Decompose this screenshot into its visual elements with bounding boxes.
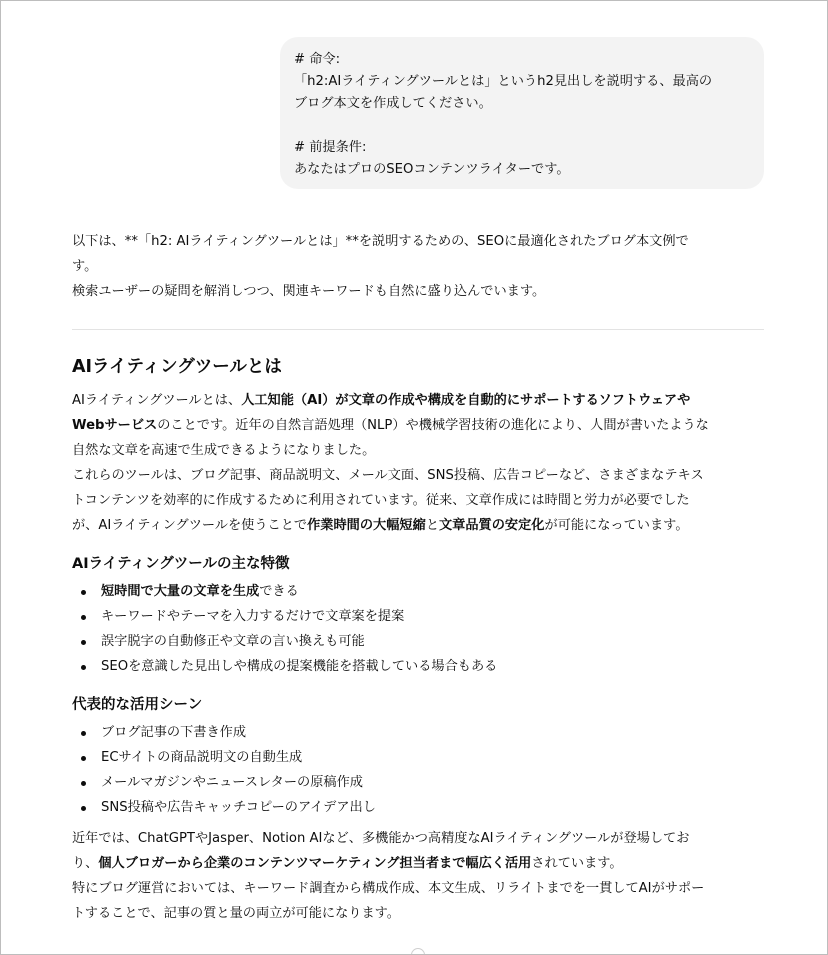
intro-text: 以下は、**「h2: AIライティングツールとは」**を説明するための、SEOに最適化されたブログ本文例で — [72, 234, 689, 249]
text: AIライティングツールとは、 — [72, 393, 242, 408]
bold-text: 短時間で大量の文章を生成 — [101, 584, 260, 599]
user-message-line: 「h2:AIライティングツールとは」というh2見出しを説明する、最高の — [294, 74, 713, 89]
text: が、AIライティングツールを使うことで — [72, 518, 308, 533]
text: トコンテンツを効率的に作成するために利用されています。従来、文章作成には時間と労力が必要でした — [72, 493, 690, 508]
list-item — [72, 579, 764, 604]
text: これらのツールは、ブログ記事、商品説明文、メール文面、SNS投稿、広告コピーなど、さまざまなテキス — [72, 468, 704, 483]
paragraph-tools — [72, 826, 764, 876]
list-item: 誤字脱字の自動修正や文章の言い換えも可能 — [72, 629, 764, 654]
text: トすることで、記事の質と量の両立が可能になります。 — [72, 906, 400, 921]
list-item: SEOを意識した見出しや構成の提案機能を搭載している場合もある — [72, 654, 764, 679]
bold-text: 個人ブロガーから企業のコンテンツマーケティング担当者まで幅広く活用 — [98, 856, 532, 871]
paragraph-definition — [72, 388, 764, 463]
user-message-line: # 命令: — [294, 52, 341, 67]
usecases-list — [72, 720, 764, 820]
bold-text: 文章品質の安定化 — [439, 518, 545, 533]
list-item: ブログ記事の下書き作成 — [72, 720, 764, 745]
user-message-line: あなたはプロのSEOコンテンツライターです。 — [294, 162, 570, 177]
usecases-heading: 代表的な活用シーン — [72, 697, 203, 713]
text: り、 — [72, 856, 99, 871]
list-item: SNS投稿や広告キャッチコピーのアイデア出し — [72, 795, 764, 820]
text: 特にブログ運営においては、キーワード調査から構成作成、本文生成、リライトまでを一貫してAIがサポー — [72, 881, 705, 896]
text: のことです。近年の自然言語処理（NLP）や機械学習技術の進化により、人間が書いたような — [157, 418, 709, 433]
bold-text: Webサービス — [72, 418, 158, 433]
features-heading: AIライティングツールの主な特徴 — [72, 556, 290, 572]
user-message-line: ブログ本文を作成してください。 — [294, 96, 492, 111]
text: されています。 — [531, 856, 623, 871]
assistant-response — [72, 229, 764, 926]
list-item: メールマガジンやニュースレターの原稿作成 — [72, 770, 764, 795]
paragraph-blog — [72, 876, 764, 926]
features-list — [72, 579, 764, 679]
text: と — [425, 518, 439, 533]
paragraph-usage — [72, 463, 764, 538]
text: 近年では、ChatGPTやJasper、Notion AIなど、多機能かつ高精度なAIライティングツールが登場してお — [72, 831, 690, 846]
intro-text: す。 — [72, 259, 98, 274]
divider — [72, 329, 764, 330]
text: が可能になっています。 — [544, 518, 689, 533]
article-heading: AIライティングツールとは — [72, 357, 282, 377]
bold-text: 人工知能（AI）が文章の作成や構成を自動的にサポートするソフトウェアや — [241, 393, 691, 408]
text: できる — [259, 584, 299, 599]
scroll-down-button[interactable] — [411, 948, 425, 955]
list-item: ECサイトの商品説明文の自動生成 — [72, 745, 764, 770]
text: 自然な文章を高速で生成できるようになりました。 — [72, 443, 376, 458]
intro-paragraph — [72, 229, 764, 304]
list-item: キーワードやテーマを入力するだけで文章案を提案 — [72, 604, 764, 629]
bold-text: 作業時間の大幅短縮 — [307, 518, 426, 533]
intro-text: 検索ユーザーの疑問を解消しつつ、関連キーワードも自然に盛り込んでいます。 — [72, 284, 546, 299]
user-message-bubble — [280, 37, 764, 189]
user-message-line: # 前提条件: — [294, 140, 367, 155]
